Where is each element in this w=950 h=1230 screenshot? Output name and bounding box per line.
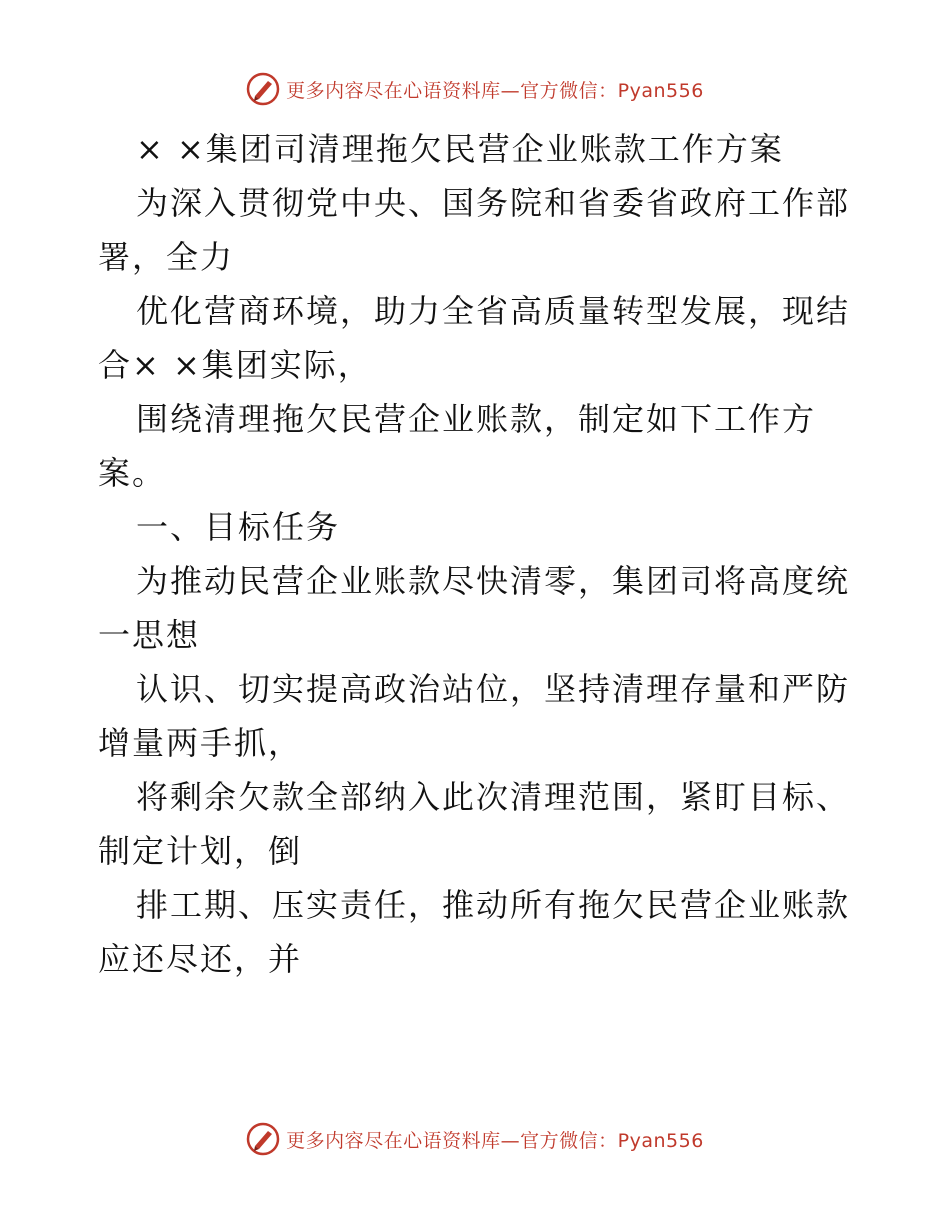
header-banner-text: 更多内容尽在心语资料库—官方微信：Pyan556 [286,79,704,102]
footer-banner [0,1122,950,1156]
text-line: 围绕清理拖欠民营企业账款，制定如下工作方 [136,400,817,438]
text-line: 增量两手抓， [98,724,303,762]
text-line: 排工期、压实责任，推动所有拖欠民营企业账款 [136,886,851,924]
text-line: 案。 [98,454,167,492]
text-line: 为深入贯彻党中央、国务院和省委省政府工作部 [136,184,851,222]
text-line: 为推动民营企业账款尽快清零，集团司将高度统 [136,562,851,600]
text-line: 制定计划，倒 [98,832,303,870]
text-line: 应还尽还，并 [98,940,303,978]
text-line: 合× ×集团实际， [98,346,372,384]
text-line: 将剩余欠款全部纳入此次清理范围，紧盯目标、 [136,778,851,816]
text-line: 一思想 [98,616,201,654]
text-line: 署，全力 [98,238,235,276]
text-line: 一、目标任务 [136,508,341,546]
header-banner [0,72,950,106]
pen-logo-icon [246,72,280,106]
document-body [98,122,858,986]
document-title: × ×集团司清理拖欠民营企业账款工作方案 [136,130,784,168]
text-line: 认识、切实提高政治站位，坚持清理存量和严防 [136,670,851,708]
footer-banner-text: 更多内容尽在心语资料库—官方微信：Pyan556 [286,1129,704,1152]
text-line: 优化营商环境，助力全省高质量转型发展，现结 [136,292,851,330]
pen-logo-icon [246,1122,280,1156]
